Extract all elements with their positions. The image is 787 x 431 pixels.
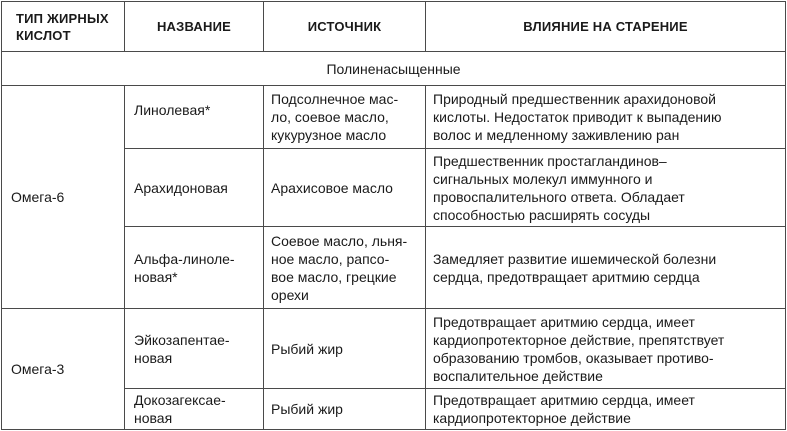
text-line: кардиопротекторное действие, препятствует — [433, 331, 725, 348]
text-line: сигнальных молекул иммунного и — [433, 170, 653, 187]
text-line: ло, соевое масло, — [271, 109, 389, 125]
text-line: Предшественник простагландинов– — [433, 152, 667, 169]
text-line: новая — [134, 349, 173, 366]
acid-effect — [426, 389, 786, 430]
text-line: кардиопротекторное действие — [433, 410, 631, 426]
fatty-acid-type: Омега-3 — [2, 309, 125, 430]
text-line: Альфа-линоле- — [134, 250, 235, 267]
text-line: Арахидоновая — [134, 179, 228, 196]
text-line: Арахисовое масло — [271, 179, 393, 196]
text-line: кислоты. Недостаток приводит к выпадению — [433, 109, 722, 125]
acid-source — [264, 389, 426, 430]
text-line: новая* — [134, 268, 178, 285]
fatty-acid-type: Омега-6 — [2, 86, 125, 309]
text-line: Рыбий жир — [271, 340, 343, 357]
text-line: Предотвращает аритмию сердца, имеет — [433, 392, 695, 408]
acid-source — [264, 309, 426, 389]
text-line: сердца, предотвращает аритмию сердца — [433, 268, 700, 285]
text-line: Соевое масло, льня- — [271, 232, 408, 249]
text-line: способностью расширять сосуды — [433, 206, 651, 223]
header-source: ИСТОЧНИК — [264, 2, 426, 52]
text-line: Природный предшественник арахидоновой — [433, 91, 716, 107]
fatty-acids-table — [1, 1, 786, 430]
acid-source — [264, 227, 426, 309]
acid-source — [264, 149, 426, 227]
text-line: орехи — [271, 286, 309, 303]
acid-source — [264, 86, 426, 149]
acid-effect — [426, 227, 786, 309]
text-line: волос и медленному заживлению ран — [433, 127, 680, 143]
text-line: Линолевая* — [134, 102, 211, 118]
table-row — [2, 86, 786, 149]
header-effect: ВЛИЯНИЕ НА СТАРЕНИЕ — [426, 2, 786, 52]
text-line: Подсолнечное мас- — [271, 91, 399, 107]
section-row — [2, 52, 786, 86]
acid-name — [125, 309, 264, 389]
acid-effect — [426, 86, 786, 149]
acid-effect — [426, 309, 786, 389]
text-line: Докозагексае- — [134, 392, 226, 408]
text-line: Предотвращает аритмию сердца, имеет — [433, 313, 695, 330]
section-title: Полиненасыщенные — [2, 52, 786, 86]
acid-name — [125, 389, 264, 430]
text-line: Рыбий жир — [271, 401, 343, 417]
text-line: воспалительное действие — [433, 367, 603, 384]
text-line: кукурузное масло — [271, 127, 387, 143]
text-line: новая — [134, 410, 173, 426]
text-line: Эйкозапентае- — [134, 331, 230, 348]
text-line: вое масло, грецкие — [271, 268, 397, 285]
header-name: НАЗВАНИЕ — [125, 2, 264, 52]
text-line: Замедляет развитие ишемической болезни — [433, 250, 717, 267]
table-row — [2, 309, 786, 389]
table-header-row — [2, 2, 786, 52]
header-type-line: ТИП ЖИРНЫХ — [16, 10, 109, 26]
text-line: образованию тромбов, оказывает противо- — [433, 349, 714, 366]
acid-effect — [426, 149, 786, 227]
acid-name — [125, 149, 264, 227]
header-type — [2, 2, 125, 52]
acid-name — [125, 227, 264, 309]
acid-name — [125, 86, 264, 149]
text-line: ное масло, рапсо- — [271, 250, 390, 267]
header-type-line: КИСЛОТ — [16, 27, 71, 43]
text-line: провоспалительного ответа. Обладает — [433, 188, 685, 205]
